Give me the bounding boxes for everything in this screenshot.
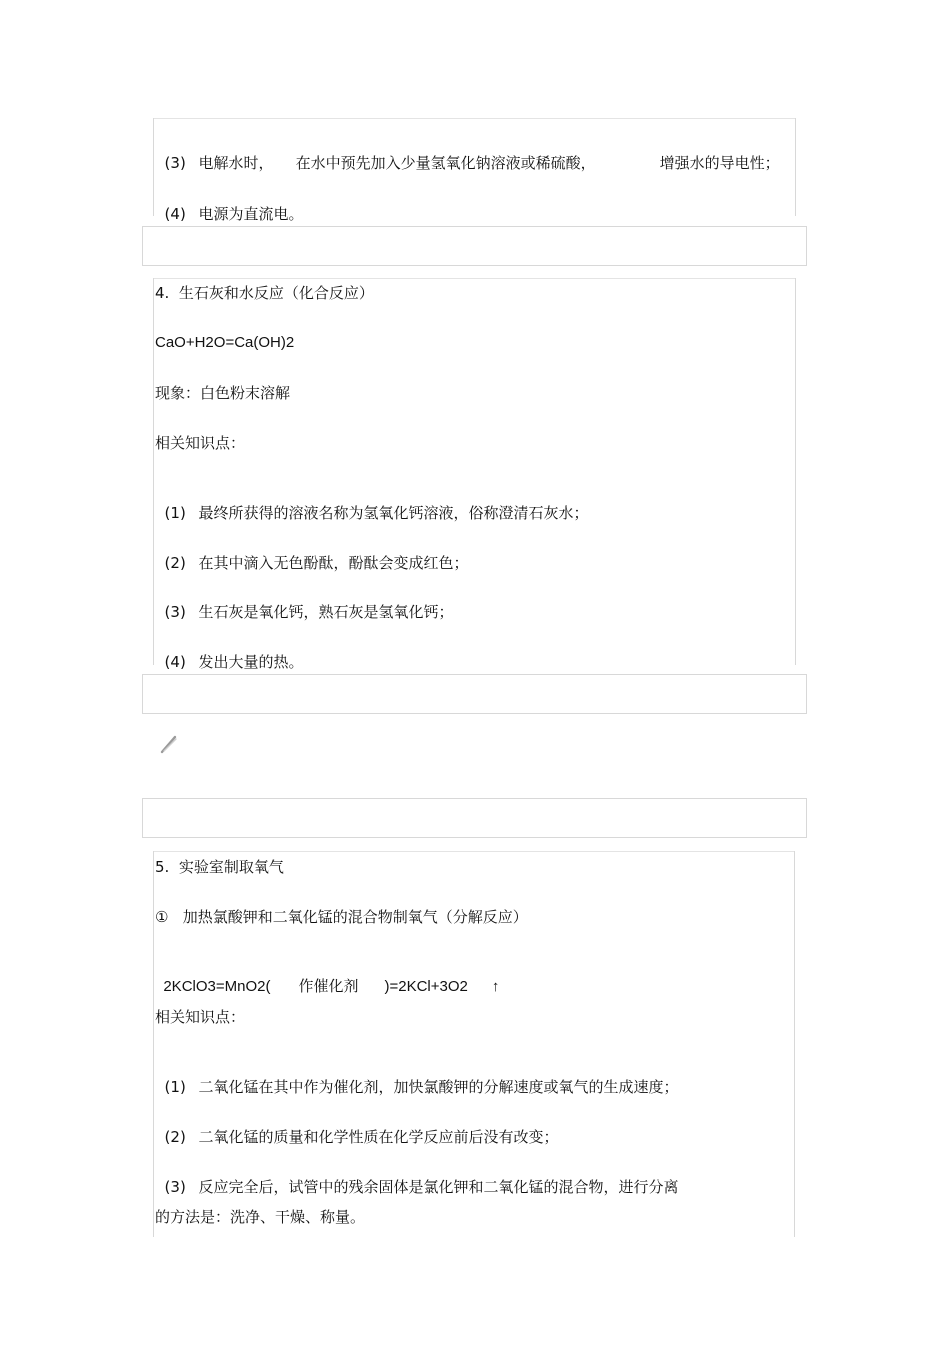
item-text: 二氧化锰的质量和化学性质在化学反应前后没有改变； — [198, 1128, 559, 1146]
list-item — [155, 632, 304, 672]
knowledge-heading: 相关知识点： — [155, 1008, 246, 1026]
item-text: 生石灰是氧化钙，熟石灰是氢氧化钙； — [198, 603, 454, 621]
item-number: (1) — [164, 504, 186, 522]
item-text: 最终所获得的溶液名称为氢氧化钙溶液，俗称澄清石灰水； — [198, 504, 589, 522]
list-item — [155, 582, 454, 622]
item-text: 发出大量的热。 — [198, 653, 304, 671]
equation-part: )=2KCl+3O2 — [384, 978, 468, 995]
section-title: 5. 实验室制取氧气 — [155, 858, 284, 876]
list-item — [155, 1157, 679, 1197]
item-number: (2) — [164, 554, 186, 572]
frame-line — [153, 851, 794, 852]
list-item — [155, 533, 469, 573]
frame-line — [153, 278, 154, 665]
up-arrow-icon: ↑ — [491, 978, 500, 995]
item-number: (4) — [164, 205, 186, 223]
item-number: (2) — [164, 1128, 186, 1146]
list-item — [155, 1107, 559, 1147]
list-item — [155, 133, 780, 173]
item-text: 电解水时， — [198, 154, 274, 172]
chemical-equation: CaO+H2O=Ca(OH)2 — [155, 334, 295, 351]
continuation-text: 的方法是：洗净、干燥、称量。 — [155, 1208, 366, 1226]
frame-line — [153, 118, 795, 119]
frame-line — [795, 278, 796, 665]
chemical-equation — [155, 956, 499, 997]
item-text: 在水中预先加入少量氢氧化钠溶液或稀硫酸， — [295, 154, 596, 172]
equation-part: 2KClO3=MnO2( — [163, 978, 271, 995]
item-number: (3) — [164, 1178, 186, 1196]
section-title: 4. 生石灰和水反应（化合反应） — [155, 284, 374, 302]
blank-band — [142, 798, 807, 838]
frame-line — [153, 851, 154, 1237]
list-item — [155, 184, 304, 224]
item-text: 二氧化锰在其中作为催化剂，加快氯酸钾的分解速度或氧气的生成速度； — [198, 1078, 679, 1096]
equation-part: 作催化剂 — [298, 977, 359, 995]
item-text: 反应完全后，试管中的残余固体是氯化钾和二氧化锰的混合物，进行分离 — [198, 1178, 679, 1196]
blank-band — [142, 226, 807, 266]
blank-band — [142, 674, 807, 714]
list-item — [155, 1057, 679, 1097]
item-text: 在其中滴入无色酚酞，酚酞会变成红色； — [198, 554, 469, 572]
frame-line — [153, 278, 795, 279]
phenomenon-text: 现象：白色粉末溶解 — [155, 384, 291, 402]
item-text: 增强水的导电性； — [659, 154, 780, 172]
pencil-mark-icon — [158, 733, 180, 755]
knowledge-heading: 相关知识点： — [155, 434, 246, 452]
item-number: (3) — [164, 603, 186, 621]
item-number: (3) — [164, 154, 186, 172]
frame-line — [795, 118, 796, 216]
frame-line — [153, 118, 154, 216]
item-text: 电源为直流电。 — [198, 205, 304, 223]
list-item — [155, 483, 589, 523]
subsection-title: ① 加热氯酸钾和二氧化锰的混合物制氧气（分解反应） — [155, 908, 528, 926]
item-number: (1) — [164, 1078, 186, 1096]
frame-line — [794, 851, 795, 1237]
item-number: (4) — [164, 653, 186, 671]
